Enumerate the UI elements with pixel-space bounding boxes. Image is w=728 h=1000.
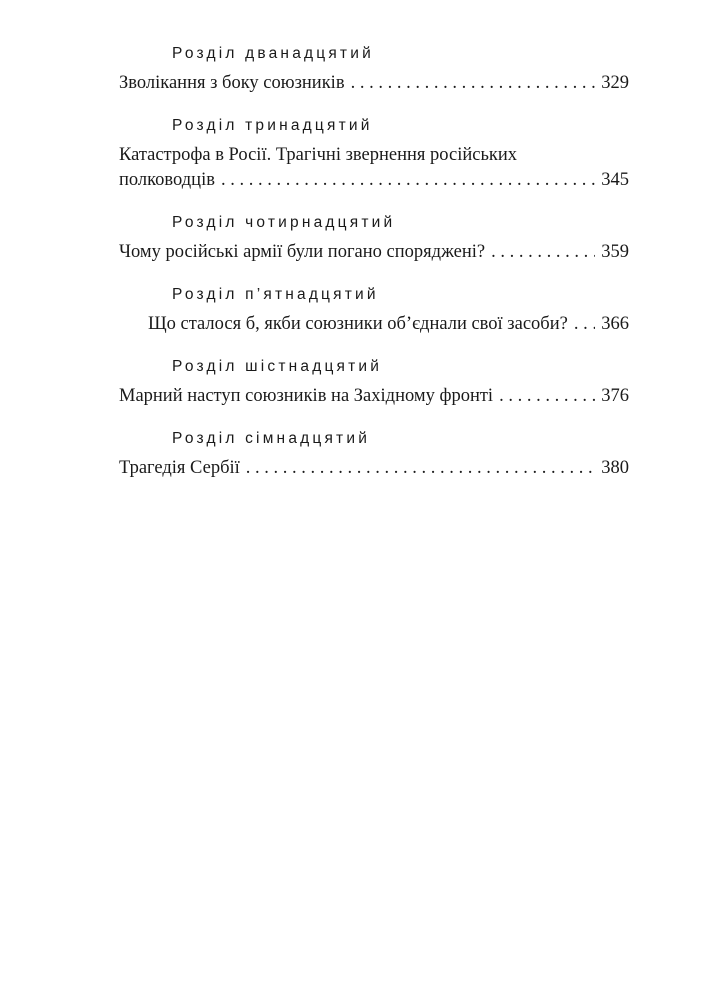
entry-title: Чому російські армії були погано споряджені? xyxy=(119,242,486,262)
entry-title: Зволікання з боку союзників xyxy=(119,73,345,93)
toc-entry[interactable] xyxy=(119,384,629,409)
chapter-13 xyxy=(119,116,629,193)
chapter-15 xyxy=(119,285,629,337)
page-number: 329 xyxy=(601,73,629,93)
chapter-heading: Розділ п’ятнадцятий xyxy=(172,286,379,303)
chapter-17 xyxy=(119,429,629,481)
entry-title: Що сталося б, якби союзники об’єднали свої засоби? xyxy=(148,314,568,334)
entry-title: Марний наступ союзників на Західному фронті xyxy=(119,386,494,406)
page-number: 366 xyxy=(601,314,629,334)
dot-leader xyxy=(215,168,595,193)
dot-leader xyxy=(240,456,595,481)
table-of-contents xyxy=(119,44,629,501)
chapter-heading: Розділ сімнадцятий xyxy=(172,430,371,447)
dot-leader xyxy=(493,384,595,409)
page-number: 380 xyxy=(601,458,629,478)
dot-leader xyxy=(345,71,596,96)
chapter-heading: Розділ дванадцятий xyxy=(172,45,374,62)
toc-entry[interactable] xyxy=(119,71,629,96)
entry-title-line1: Катастрофа в Росії. Трагічні звернення російських xyxy=(119,145,518,165)
page-number: 359 xyxy=(601,242,629,262)
chapter-12 xyxy=(119,44,629,96)
toc-entry[interactable] xyxy=(119,456,629,481)
chapter-14 xyxy=(119,213,629,265)
chapter-heading: Розділ шістнадцятий xyxy=(172,358,383,375)
toc-entry[interactable] xyxy=(119,240,629,265)
dot-leader xyxy=(568,312,595,337)
toc-entry[interactable] xyxy=(119,143,629,193)
dot-leader xyxy=(485,240,595,265)
entry-title: Трагедія Сербії xyxy=(119,458,240,478)
page-number: 345 xyxy=(601,170,629,190)
chapter-heading: Розділ тринадцятий xyxy=(172,117,373,134)
page-number: 376 xyxy=(601,386,629,406)
toc-entry[interactable] xyxy=(119,312,629,337)
entry-title: полководців xyxy=(119,170,215,190)
chapter-heading: Розділ чотирнадцятий xyxy=(172,214,396,231)
chapter-16 xyxy=(119,357,629,409)
